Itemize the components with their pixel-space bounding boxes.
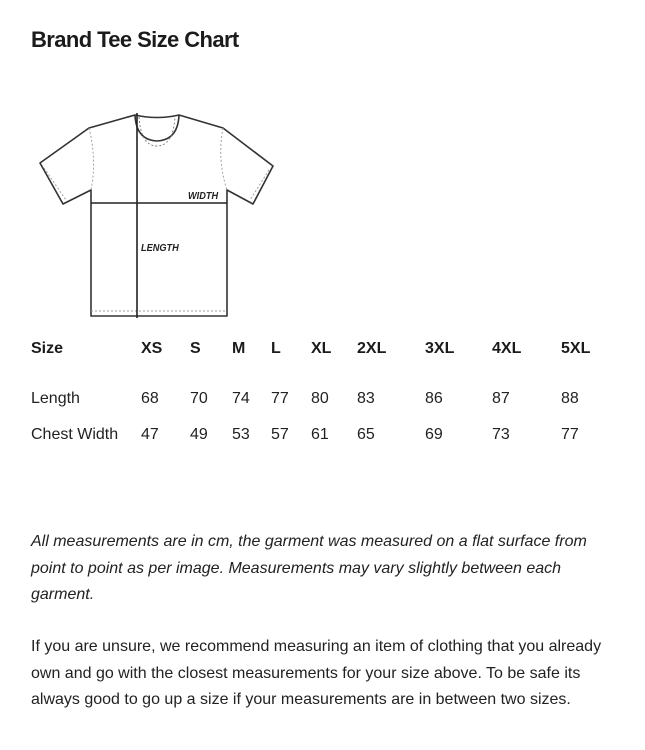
header-5xl: 5XL (561, 340, 591, 357)
table-cell: 53 (232, 426, 250, 443)
table-cell: 87 (492, 390, 510, 407)
table-cell: 57 (271, 426, 289, 443)
table-cell: 47 (141, 426, 159, 443)
row-label: Chest Width (31, 426, 119, 443)
table-cell: 83 (357, 390, 375, 407)
page-title: Brand Tee Size Chart (31, 27, 239, 52)
header-xl: XL (311, 340, 332, 357)
measurement-note: All measurements are in cm, the garment was measured on a flat surface from point to point as per image. Measurements may vary slightly between each garment. (31, 533, 587, 603)
header-xs: XS (141, 340, 163, 357)
table-cell: 68 (141, 390, 159, 407)
table-cell: 86 (425, 390, 443, 407)
table-cell: 49 (190, 426, 208, 443)
size-table (31, 340, 611, 453)
sizing-advice: If you are unsure, we recommend measuring an item of clothing that you already own and go with the closest measurements for your size above. To be safe its always good to go up a size if your measurements are in between two sizes. (31, 638, 602, 708)
table-cell: 88 (561, 390, 579, 407)
header-4xl: 4XL (492, 340, 522, 357)
table-cell: 80 (311, 390, 329, 407)
table-cell: 74 (232, 390, 250, 407)
tshirt-measurement-illustration (37, 108, 277, 322)
table-cell: 77 (271, 390, 289, 407)
table-row-length (31, 372, 611, 421)
header-s: S (190, 340, 201, 357)
header-m: M (232, 340, 246, 357)
tshirt-outline (40, 115, 273, 316)
tshirt-diagram (37, 108, 277, 322)
header-l: L (271, 340, 281, 357)
table-cell: 77 (561, 426, 579, 443)
row-label: Length (31, 390, 80, 407)
table-cell: 69 (425, 426, 443, 443)
header-size: Size (31, 340, 64, 357)
table-cell: 73 (492, 426, 510, 443)
header-2xl: 2XL (357, 340, 387, 357)
length-label: LENGTH (141, 242, 179, 255)
table-row-chest-width (31, 421, 611, 453)
table-cell: 65 (357, 426, 375, 443)
table-cell: 61 (311, 426, 329, 443)
table-header-row (31, 340, 611, 372)
table-cell: 70 (190, 390, 208, 407)
header-3xl: 3XL (425, 340, 455, 357)
width-label: WIDTH (187, 190, 219, 203)
